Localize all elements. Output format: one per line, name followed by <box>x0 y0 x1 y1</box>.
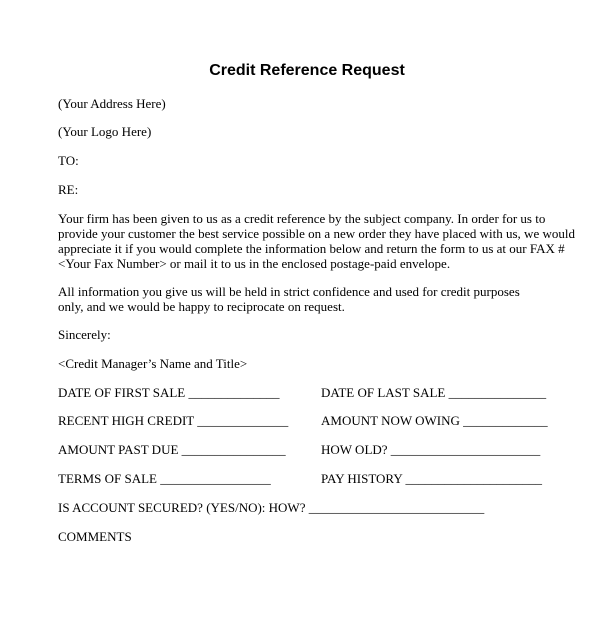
terms-of-sale-field: TERMS OF SALE _________________ <box>58 471 271 486</box>
recent-high-credit-field: RECENT HIGH CREDIT ______________ <box>58 413 289 428</box>
re-label: RE: <box>58 182 79 197</box>
address-placeholder: (Your Address Here) <box>58 96 166 111</box>
account-secured-field: IS ACCOUNT SECURED? (YES/NO): HOW? ___________________________ <box>58 500 485 515</box>
how-old-field: HOW OLD? _______________________ <box>321 442 541 457</box>
page-title: Credit Reference Request <box>209 62 405 79</box>
request-paragraph <box>58 211 575 271</box>
confidentiality-paragraph <box>58 284 520 314</box>
comments-label: COMMENTS <box>58 529 132 544</box>
paragraph-line: appreciate it if you would complete the information below and return the form to us at our FAX # <box>58 241 565 256</box>
amount-now-owing-field: AMOUNT NOW OWING _____________ <box>321 413 548 428</box>
closing: Sincerely: <box>58 327 111 342</box>
paragraph-line: <Your Fax Number> or mail it to us in the enclosed postage-paid envelope. <box>58 256 451 271</box>
signature-placeholder: <Credit Manager’s Name and Title> <box>58 356 248 371</box>
date-first-sale-field: DATE OF FIRST SALE ______________ <box>58 385 280 400</box>
paragraph-line: provide your customer the best service possible on a new order they have placed with us, we would <box>58 226 575 241</box>
date-last-sale-field: DATE OF LAST SALE _______________ <box>321 385 547 400</box>
amount-past-due-field: AMOUNT PAST DUE ________________ <box>58 442 286 457</box>
paragraph-line: Your firm has been given to us as a credit reference by the subject company. In order for us to <box>58 211 546 226</box>
logo-placeholder: (Your Logo Here) <box>58 124 152 139</box>
pay-history-field: PAY HISTORY _____________________ <box>321 471 543 486</box>
to-label: TO: <box>58 153 79 168</box>
paragraph-line: All information you give us will be held in strict confidence and used for credit purposes <box>58 284 520 299</box>
paragraph-line: only, and we would be happy to reciprocate on request. <box>58 299 345 314</box>
